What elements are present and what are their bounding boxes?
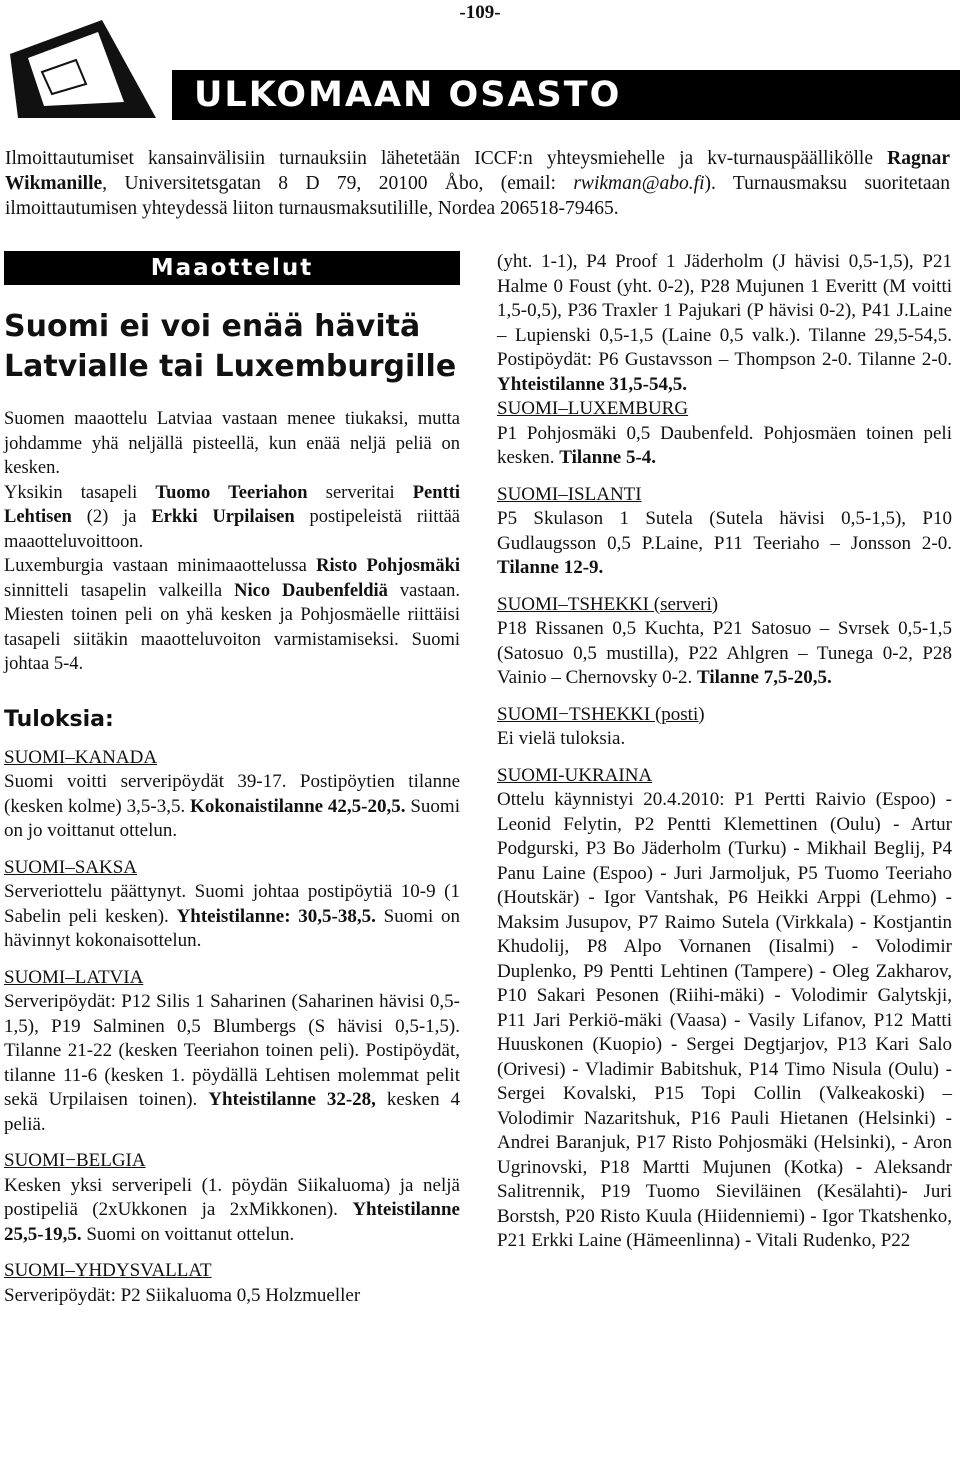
result-text: P5 Skulason 1 Sutela (Sutela hävisi 0,5-1,5), P10 Gudlaugsson 0,5 P.Laine, P11 Teeriaho – Jonsson 2-0. Tilanne 12-9. [497,508,952,578]
result-block [4,856,460,954]
result-text: Serveriottelu päättynyt. Suomi johtaa postipöytiä 10-9 (1 Sabelin peli kesken). Yhteistilanne: 30,5-38,5. Suomi on hävinnyt kokonaisottelun. [4,881,461,951]
result-text: P18 Rissanen 0,5 Kuchta, P21 Satosuo – Svrsek 0,5-1,5 (Satosuo 0,5 mustilla), P22 Ahlgren – Tunega 0-2, P28 Vainio – Chernovsky 0-2. Tilanne 7,5-20,5. [497,618,952,688]
lead-text [4,407,460,677]
left-column [4,251,460,1320]
result-text: Suomi voitti serveripöydät 39-17. Postipöytien tilanne (kesken kolme) 3,5-3,5. Kokonaistilanne 42,5-20,5. Suomi on jo voittanut ottelun. [4,771,460,841]
result-heading: SUOMI–LATVIA [4,966,144,988]
result-block [4,1259,460,1308]
result-block [4,1149,460,1247]
board-corner-icon [6,14,156,118]
result-block [497,703,952,752]
section-label-box [4,251,460,285]
result-text: Kesken yksi serveripeli (1. pöydän Siikaluoma) ja neljä postipeliä (2xUkkonen ja 2xMikkonen). Yhteistilanne 25,5-19,5. Suomi on voittanut ottelun. [4,1174,460,1245]
result-text: P1 Pohjosmäki 0,5 Daubenfeld. Pohjosmäen toinen peli kesken. Tilanne 5-4. [497,422,952,468]
right-results [497,397,952,1254]
result-text: Serveripöydät: P12 Silis 1 Saharinen (Saharinen hävisi 0,5-1,5), P19 Salminen 0,5 Blumbergs (S hävisi 0,5-1,5). Tilanne 21-22 (kesken Teeriahon toinen peli). Postipöydät, tilanne 11-6 (kesken 1. pöydällä Lehtisen molemmat pelit sekä Urpilaisen toinen). Yhteistilanne 32-28, kesken 4 peliä. [4,991,460,1135]
result-heading: SUOMI–YHDYSVALLAT [4,1260,212,1281]
result-block [497,764,952,1254]
article-headline: Suomi ei voi enää hävitä Latvialle tai Luxemburgille [4,309,457,384]
banner-title: ULKOMAAN OSASTO [194,75,622,115]
result-block [497,397,952,471]
result-heading: SUOMI−TSHEKKI (posti) [497,703,705,725]
result-text: Serveripöydät: P2 Siikaluoma 0,5 Holzmueller [4,1284,361,1306]
result-heading: SUOMI−BELGIA [4,1150,146,1171]
lead-paragraph: Suomen maaottelu Latviaa vastaan menee tiukaksi, mutta johdamme yhä neljällä pisteellä, kun enää neljä peliä on kesken. [4,409,460,478]
result-heading: SUOMI–LUXEMBURG [497,398,689,419]
result-block [4,746,460,844]
result-block [4,966,460,1138]
page-number: -109- [459,2,501,23]
left-results [4,746,460,1309]
lead-paragraph: Yksikin tasapeli Tuomo Teeriahon serveritai Pentti Lehtisen (2) ja Erkki Urpilaisen postipeleistä riittää maaotteluvoittoon. [4,482,461,552]
result-text: Ottelu käynnistyi 20.4.2010: P1 Pertti Raivio (Espoo) - Leonid Felytin, P2 Pentti Klemettinen (Oulu) - Artur Podgurski, P3 Bo Jäderholm (Turku) - Mikhail Beglij, P4 Panu Laine (Espoo) - Juri Jarmoljuk, P5 Tuomo Teeriaho (Houtskär) - Igor Vantshak, P6 Heikki Arppi (Lehmo) - Maksim Jusupov, P7 Raimo Sutela (Virkkala) - Kostjantin Khudolij, P8 Alpo Vornanen (Iisalmi) - Volodimir Duplenko, P9 Pentti Lehtinen (Tampere) - Oleg Zakharov, P10 Sakari Pesonen (Riihi-mäki) - Volodimir Galytskji, P11 Jari Perkiö-mäki (Vaasa) - Vasily Lifanov, P12 Matti Huuskonen (Kuopio) - Sergei Degtjarjov, P13 Kari Salo (Orivesi) - Vladimir Babitshuk, P14 Timo Nisula (Oulu) - Sergei Kovalski, P15 Topi Collin (Valkeakoski) – Volodimir Nazaritshuk, P16 Pauli Hietanen (Helsinki) - Andrei Baranjuk, P17 Risto Pohjosmäki (Helsinki), - Aron Ugrinovski, P18 Martti Mujunen (Kotka) - Aleksandr Salitrennik, P19 Tuomo Sieviläinen (Kesälahti)- Juri Borstsh, P20 Risto Kuula (Hiidenniemi) - Igor Tkatshenko, P21 Erkki Laine (Hämeenlinna) - Vitali Rudenko, P22 [497,789,952,1251]
result-block [497,483,952,581]
right-column [497,250,952,1266]
result-heading: SUOMI–SAKSA [4,856,138,878]
results-title: Tuloksia: [4,706,114,732]
continuation-text: (yht. 1-1), P4 Proof 1 Jäderholm (J hävisi 0,5-1,5), P21 Halme 0 Foust (yht. 0-2), P28 Mujunen 1 Everitt (M voitti 1,5-0,5), P36 Traxler 1 Pajukari (P hävisi 0-2), P41 J.Laine – Lupienski 0,5-1,5 (Laine 0,5 valk.). Tilanne 29,5-54,5. Postipöydät: P6 Gustavsson – Thompson 2-0. Tilanne 2-0. Yhteistilanne 31,5-54,5. [497,251,952,395]
result-block [497,593,952,691]
result-heading: SUOMI–TSHEKKI (serveri) [497,593,719,615]
result-heading: SUOMI-UKRAINA [497,764,653,786]
lead-paragraph: Luxemburgia vastaan minimaaottelussa Risto Pohjosmäki sinnitteli tasapelin valkeilla Nico Daubenfeldiä vastaan. Miesten toinen peli on yhä kesken ja Pohjosmäelle riittäisi tasapeli siitäkin maaotteluvoiton varmistamiseksi. Suomi johtaa 5-4. [4,556,460,674]
intro-paragraph: Ilmoittautumiset kansainvälisiin turnauksiin lähetetään ICCF:n yhteysmiehelle ja kv-turnauspäällikölle Ragnar Wikmanille, Universitetsgatan 8 D 79, 20100 Åbo, (email: rwikman@abo.fi). Turnausmaksu suoritetaan ilmoittautumisen yhteydessä liiton turnausmaksutilille, Nordea 206518-79465. [5,148,950,219]
result-heading: SUOMI–ISLANTI [497,483,642,505]
result-heading: SUOMI–KANADA [4,746,158,768]
section-label: Maaottelut [150,255,314,281]
result-text: Ei vielä tuloksia. [497,728,626,749]
